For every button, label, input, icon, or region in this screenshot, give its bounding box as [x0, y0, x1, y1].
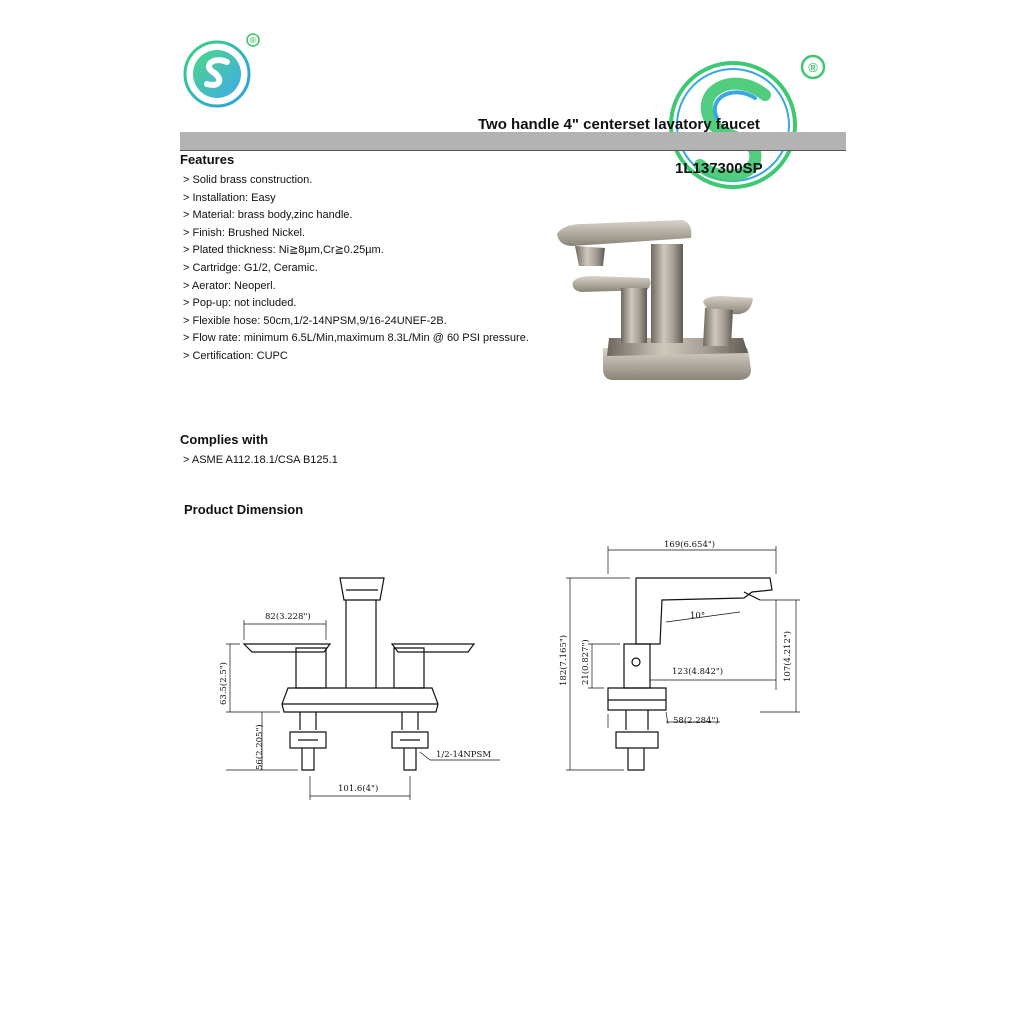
model-number: 1L137300SP	[675, 160, 763, 177]
dim-overall-length: 169(6.654")	[664, 540, 716, 550]
features-heading: Features	[180, 152, 235, 167]
list-item: > Plated thickness: Ni≧‍8µm,Cr≧‍0.25µm.	[183, 242, 529, 260]
svg-text:®: ®	[250, 36, 256, 45]
dim-base-depth: 58(2.284")	[673, 716, 719, 726]
list-item: > Certification: CUPC	[183, 348, 529, 366]
list-item: > Pop-up: not included.	[183, 295, 529, 313]
dim-overall-height: 182(7.165")	[559, 634, 569, 686]
dim-centers: 101.6(4")	[338, 784, 379, 794]
list-item: > Flow rate: minimum 6.5L/Min,maximum 8.3L/Min @ 60 PSI pressure.	[183, 330, 529, 348]
dim-handle-thickness: 21(0.827")	[581, 639, 591, 685]
list-item: > ASME A112.18.1/CSA B125.1	[183, 452, 338, 468]
svg-text:®: ®	[808, 60, 818, 75]
dim-spout-reach: 123(4.842")	[672, 667, 724, 677]
list-item: > Aerator: Neoperl.	[183, 278, 529, 296]
dim-thread: 1/2-14NPSM	[436, 750, 492, 760]
dimension-heading: Product Dimension	[184, 502, 304, 517]
list-item: > Cartridge: G1/2, Ceramic.	[183, 260, 529, 278]
list-item: > Flexible hose: 50cm,1/2-14NPSM,9/16-24UNEF-2B.	[183, 313, 529, 331]
list-item: > Solid brass construction.	[183, 172, 529, 190]
dim-shank-length: 56(2.205")	[255, 724, 265, 770]
dim-height-above-deck: 63.5(2.5")	[219, 662, 229, 705]
product-title: Two handle 4" centerset lavatory faucet	[478, 116, 760, 133]
list-item: > Finish: Brushed Nickel.	[183, 225, 529, 243]
list-item: > Installation: Easy	[183, 190, 529, 208]
dim-spout-height: 107(4.212")	[783, 630, 793, 682]
dim-angle: 10°	[690, 611, 706, 621]
dim-handle-width: 82(3.228")	[265, 612, 311, 622]
complies-heading: Complies with	[180, 432, 269, 447]
list-item: > Material: brass body,zinc handle.	[183, 207, 529, 225]
